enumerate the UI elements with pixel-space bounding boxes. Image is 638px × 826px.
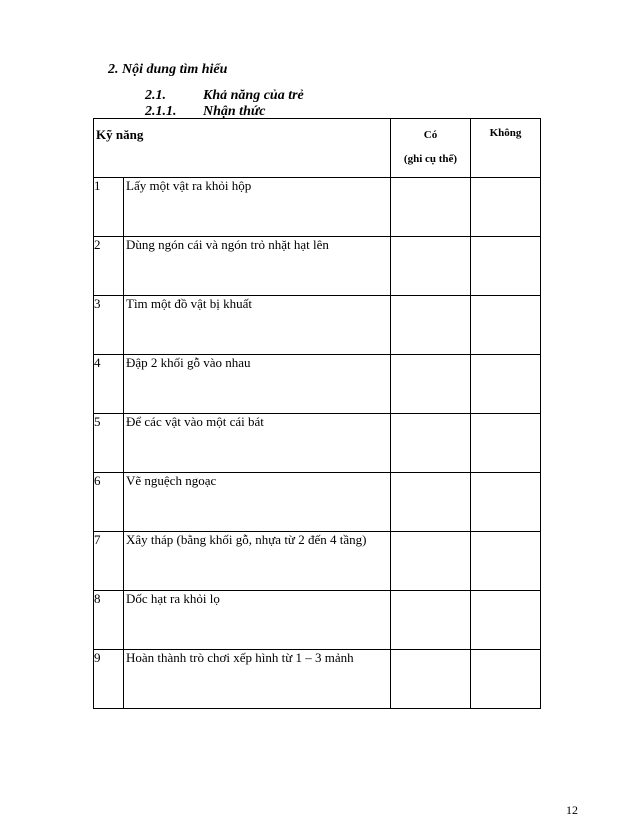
- row-co-cell: [391, 237, 471, 296]
- table-row: [94, 414, 541, 473]
- row-skill: Xây tháp (bằng khối gỗ, nhựa từ 2 đến 4 tầng): [124, 532, 391, 591]
- header-co: [391, 119, 471, 178]
- header-co-note: (ghi cụ thể): [403, 153, 458, 165]
- row-number: 9: [94, 650, 124, 709]
- row-skill: Hoàn thành trò chơi xếp hình từ 1 – 3 mảnh: [124, 650, 391, 709]
- row-khong-cell: [471, 532, 541, 591]
- row-number: 6: [94, 473, 124, 532]
- row-co-cell: [391, 532, 471, 591]
- row-co-cell: [391, 591, 471, 650]
- table-row: [94, 473, 541, 532]
- row-khong-cell: [471, 237, 541, 296]
- row-khong-cell: [471, 414, 541, 473]
- header-khong: Không: [471, 119, 541, 178]
- subsection-number: 2.1.: [145, 88, 166, 103]
- row-co-cell: [391, 178, 471, 237]
- row-khong-cell: [471, 591, 541, 650]
- row-khong-cell: [471, 178, 541, 237]
- table-row: [94, 237, 541, 296]
- row-number: 2: [94, 237, 124, 296]
- row-number: 1: [94, 178, 124, 237]
- row-khong-cell: [471, 650, 541, 709]
- row-skill: Dùng ngón cái và ngón trỏ nhặt hạt lên: [124, 237, 391, 296]
- row-khong-cell: [471, 296, 541, 355]
- row-skill: Lấy một vật ra khỏi hộp: [124, 178, 391, 237]
- table-row: [94, 296, 541, 355]
- row-skill: Dốc hạt ra khỏi lọ: [124, 591, 391, 650]
- row-co-cell: [391, 355, 471, 414]
- page-number: 12: [566, 803, 578, 817]
- subsubsection-title: Nhận thức: [203, 104, 266, 119]
- subsubsection-number: 2.1.1.: [145, 104, 177, 119]
- subsection-title: Khả năng của trẻ: [203, 88, 304, 103]
- row-number: 5: [94, 414, 124, 473]
- row-co-cell: [391, 650, 471, 709]
- row-khong-cell: [471, 473, 541, 532]
- row-co-cell: [391, 414, 471, 473]
- row-khong-cell: [471, 355, 541, 414]
- row-number: 3: [94, 296, 124, 355]
- row-number: 8: [94, 591, 124, 650]
- row-skill: Vẽ nguệch ngoạc: [124, 473, 391, 532]
- table-row: [94, 591, 541, 650]
- row-number: 4: [94, 355, 124, 414]
- row-skill: Để các vật vào một cái bát: [124, 414, 391, 473]
- table-row: [94, 355, 541, 414]
- table-row: [94, 650, 541, 709]
- skills-table: [93, 118, 541, 709]
- row-co-cell: [391, 296, 471, 355]
- table-header-row: [94, 119, 541, 178]
- section-heading: 2. Nội dung tìm hiểu: [108, 62, 228, 77]
- table-row: [94, 532, 541, 591]
- row-skill: Tìm một đồ vật bị khuất: [124, 296, 391, 355]
- row-number: 7: [94, 532, 124, 591]
- header-skill: Kỹ năng: [94, 119, 391, 178]
- row-co-cell: [391, 473, 471, 532]
- header-co-label: Có: [423, 129, 438, 141]
- row-skill: Đập 2 khối gỗ vào nhau: [124, 355, 391, 414]
- table-row: [94, 178, 541, 237]
